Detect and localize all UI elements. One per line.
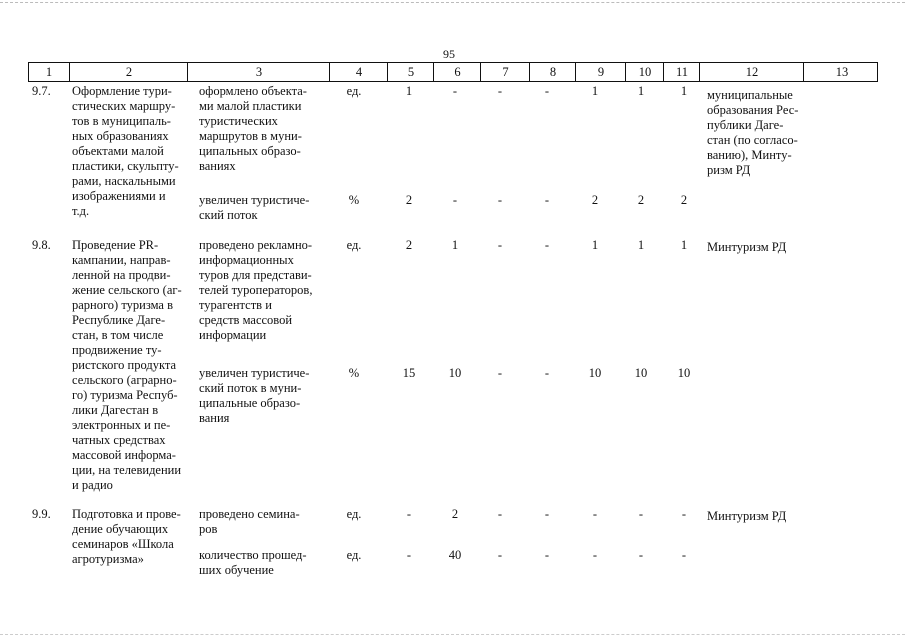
activity-name-line: кампании, направ- <box>72 253 171 267</box>
header-col-9: 9 <box>575 63 626 81</box>
value-cell-col-11: 10 <box>677 366 691 380</box>
value-cell-col-6: 10 <box>448 366 462 380</box>
header-col-8: 8 <box>529 63 576 81</box>
value-cell-col-9: 10 <box>588 366 602 380</box>
header-col-11: 11 <box>663 63 700 81</box>
value-cell-col-6: - <box>452 193 458 207</box>
value-cell-col-11: 2 <box>680 193 688 207</box>
value-cell-col-7: - <box>497 193 503 207</box>
header-col-13: 13 <box>803 63 880 81</box>
value-cell-col-5: - <box>406 548 412 562</box>
indicator-text-line: количество прошед- <box>199 548 307 562</box>
executor-line: Минтуризм РД <box>707 509 787 523</box>
activity-name-line: стан, в том числе <box>72 328 164 342</box>
activity-name-line: объектами малой <box>72 144 164 158</box>
value-cell-col-8: - <box>544 84 550 98</box>
header-col-7: 7 <box>480 63 530 81</box>
unit-cell: % <box>348 366 360 380</box>
value-cell-col-9: 1 <box>591 238 599 252</box>
unit-cell: % <box>348 193 360 207</box>
executor-line: ванию), Минту- <box>707 148 792 162</box>
indicator-text-line: ваниях <box>199 159 236 173</box>
value-cell-col-5: 1 <box>405 84 413 98</box>
executor-line: образования Рес- <box>707 103 799 117</box>
value-cell-col-10: - <box>638 548 644 562</box>
value-cell-col-10: - <box>638 507 644 521</box>
unit-cell: ед. <box>346 507 362 521</box>
header-col-2: 2 <box>69 63 188 81</box>
indicator-text-line: оформлено объекта- <box>199 84 307 98</box>
activity-name-line: Оформление тури- <box>72 84 172 98</box>
activity-name-line: массовой информа- <box>72 448 176 462</box>
indicator-text-line: ципальных образо- <box>199 144 301 158</box>
activity-name-line: продвижение ту- <box>72 343 162 357</box>
activity-name-line: Подготовка и прове- <box>72 507 181 521</box>
scan-edge-top <box>0 2 905 3</box>
value-cell-col-11: 1 <box>680 84 688 98</box>
page-number: 95 <box>443 47 455 61</box>
indicator-text-line: телей туроператоров, <box>199 283 313 297</box>
value-cell-col-5: 2 <box>405 238 413 252</box>
indicator-text-line: увеличен туристиче- <box>199 366 310 380</box>
value-cell-col-6: 2 <box>451 507 459 521</box>
activity-name-line: семинаров «Школа <box>72 537 174 551</box>
activity-name-line: т.д. <box>72 204 90 218</box>
indicator-text-line: средств массовой <box>199 313 293 327</box>
value-cell-col-7: - <box>497 507 503 521</box>
value-cell-col-10: 2 <box>637 193 645 207</box>
activity-name-line: ленной на продви- <box>72 268 171 282</box>
value-cell-col-10: 1 <box>637 84 645 98</box>
header-col-1: 1 <box>45 65 53 79</box>
value-cell-col-6: 40 <box>448 548 462 562</box>
activity-name-line: агротуризма» <box>72 552 144 566</box>
indicator-text-line: информации <box>199 328 267 342</box>
value-cell-col-6: 1 <box>451 238 459 252</box>
indicator-text-line: информационных <box>199 253 294 267</box>
value-cell-col-7: - <box>497 84 503 98</box>
indicator-text-line: увеличен туристиче- <box>199 193 310 207</box>
row-number: 9.7. <box>32 84 51 98</box>
activity-name-line: Республике Даге- <box>72 313 166 327</box>
executor-line: Минтуризм РД <box>707 240 787 254</box>
activity-name-line: стических маршру- <box>72 99 176 113</box>
value-cell-col-9: 1 <box>591 84 599 98</box>
value-cell-col-8: - <box>544 193 550 207</box>
executor-line: публики Даге- <box>707 118 784 132</box>
activity-name-line: рами, наскальными <box>72 174 176 188</box>
header-col-4: 4 <box>329 63 388 81</box>
executor-line: стан (по согласо- <box>707 133 798 147</box>
value-cell-col-9: - <box>592 507 598 521</box>
executor-line: ризм РД <box>707 163 751 177</box>
header-col-6: 6 <box>433 63 481 81</box>
indicator-text-line: вания <box>199 411 230 425</box>
indicator-text-line: туристических <box>199 114 278 128</box>
activity-name-line: дение обучающих <box>72 522 169 536</box>
executor-line: муниципальные <box>707 88 793 102</box>
activity-name-line: электронных и пе- <box>72 418 171 432</box>
value-cell-col-11: 1 <box>680 238 688 252</box>
indicator-text-line: ших обучение <box>199 563 274 577</box>
unit-cell: ед. <box>346 84 362 98</box>
indicator-text-line: ми малой пластики <box>199 99 302 113</box>
activity-name-line: чатных средствах <box>72 433 166 447</box>
value-cell-col-11: - <box>681 507 687 521</box>
value-cell-col-5: 2 <box>405 193 413 207</box>
header-col-12: 12 <box>699 63 804 81</box>
activity-name-line: тов в муниципаль- <box>72 114 171 128</box>
value-cell-col-7: - <box>497 548 503 562</box>
indicator-text-line: ский поток <box>199 208 258 222</box>
indicator-text-line: турагентств и <box>199 298 272 312</box>
header-col-5: 5 <box>387 63 434 81</box>
activity-name-line: го) туризма Респуб- <box>72 388 178 402</box>
table-header-row <box>28 62 878 82</box>
activity-name-line: ристского продукта <box>72 358 177 372</box>
value-cell-col-6: - <box>452 84 458 98</box>
value-cell-col-7: - <box>497 238 503 252</box>
row-number: 9.9. <box>32 507 51 521</box>
indicator-text-line: ский поток в муни- <box>199 381 302 395</box>
activity-name-line: ных образованиях <box>72 129 169 143</box>
indicator-text-line: проведено семина- <box>199 507 300 521</box>
unit-cell: ед. <box>346 548 362 562</box>
activity-name-line: Проведение PR- <box>72 238 159 252</box>
activity-name-line: лики Дагестан в <box>72 403 159 417</box>
header-col-3: 3 <box>187 63 330 81</box>
value-cell-col-11: - <box>681 548 687 562</box>
value-cell-col-8: - <box>544 507 550 521</box>
value-cell-col-5: 15 <box>402 366 416 380</box>
value-cell-col-7: - <box>497 366 503 380</box>
activity-name-line: и радио <box>72 478 113 492</box>
indicator-text-line: маршрутов в муни- <box>199 129 302 143</box>
value-cell-col-10: 1 <box>637 238 645 252</box>
value-cell-col-5: - <box>406 507 412 521</box>
value-cell-col-8: - <box>544 238 550 252</box>
activity-name-line: ции, на телевидении <box>72 463 182 477</box>
header-col-10: 10 <box>625 63 664 81</box>
activity-name-line: сельского (аграрно- <box>72 373 177 387</box>
indicator-text-line: туров для представи- <box>199 268 312 282</box>
activity-name-line: изображениями и <box>72 189 166 203</box>
indicator-text-line: проведено рекламно- <box>199 238 313 252</box>
unit-cell: ед. <box>346 238 362 252</box>
activity-name-line: рарного) туризма в <box>72 298 173 312</box>
row-number: 9.8. <box>32 238 51 252</box>
value-cell-col-9: 2 <box>591 193 599 207</box>
activity-name-line: пластики, скульпту- <box>72 159 179 173</box>
value-cell-col-8: - <box>544 548 550 562</box>
value-cell-col-10: 10 <box>634 366 648 380</box>
indicator-text-line: ципальные образо- <box>199 396 301 410</box>
indicator-text-line: ров <box>199 522 218 536</box>
value-cell-col-9: - <box>592 548 598 562</box>
value-cell-col-8: - <box>544 366 550 380</box>
scan-edge-bottom <box>0 634 905 635</box>
activity-name-line: жение сельского (аг- <box>72 283 182 297</box>
